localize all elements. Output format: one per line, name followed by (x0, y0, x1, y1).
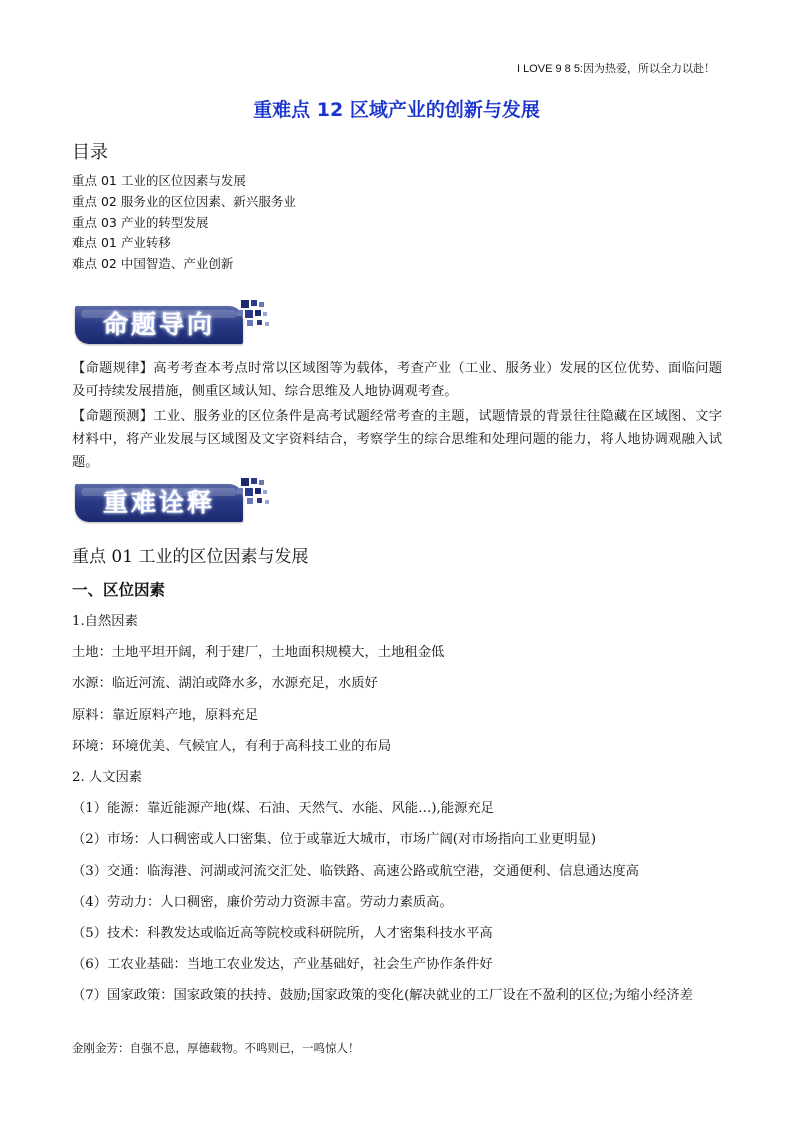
list-item: （7）国家政策：国家政策的扶持、鼓励;国家政策的变化(解决就业的工厂设在不盈利的区位;为缩小经济差 (72, 988, 693, 1004)
list-item: （1）能源：靠近能源产地(煤、石油、天然气、水能、风能…),能源充足 (72, 801, 494, 817)
factor-list (72, 606, 732, 1011)
list-item: 环境：环境优美、气候宜人，有利于高科技工业的布局 (72, 738, 392, 754)
list-item: （2）市场：人口稠密或人口密集、位于或靠近大城市，市场广阔(对市场指向工业更明显) (72, 832, 597, 848)
list-item: 水源：临近河流、湖泊或降水多，水源充足，水质好 (72, 676, 378, 692)
document-title: 重难点 12 区域产业的创新与发展 (253, 99, 540, 121)
toc-list (72, 171, 296, 275)
banner-guide (75, 298, 275, 350)
toc-item[interactable]: 重点 02 服务业的区位因素、新兴服务业 (72, 193, 296, 209)
guide-rule-text: 【命题规律】高考考查本考点时常以区域图等为载体，考查产业（工业、服务业）发展的区位优势、面临问题及可持续发展措施，侧重区域认知、综合思维及人地协调观考查。 (72, 361, 722, 399)
list-item: 土地：土地平坦开阔，利于建厂，土地面积规模大，土地租金低 (72, 645, 445, 661)
list-item: （6）工农业基础：当地工农业发达，产业基础好，社会生产协作条件好 (72, 957, 493, 973)
list-item: （4）劳动力：人口稠密，廉价劳动力资源丰富。劳动力素质高。 (72, 894, 453, 910)
toc-item[interactable]: 重点 01 工业的区位因素与发展 (72, 173, 246, 188)
pixel-squares-icon (235, 298, 271, 332)
banner-explain-label: 重难诠释 (102, 488, 215, 517)
guide-forecast-text: 【命题预测】工业、服务业的区位条件是高考试题经常考查的主题，试题情景的背景往往隐藏在区域图、文字材料中，将产业发展与区域图及文字资料结合，考察学生的综合思维和处理问题的能力，将人地协调观融入试题。 (72, 409, 722, 470)
banner-explain (75, 476, 275, 528)
section-point-title: 重点 01 工业的区位因素与发展 (72, 547, 309, 567)
list-item: （3）交通：临海港、河湖或河流交汇处、临铁路、高速公路或航空港，交通便利、信息通达度高 (72, 863, 639, 879)
toc-item[interactable]: 重点 03 产业的转型发展 (72, 214, 209, 230)
list-item: 2. 人文因素 (72, 769, 143, 785)
toc-heading: 目录 (72, 142, 108, 163)
banner-guide-label: 命题导向 (102, 310, 215, 339)
pixel-squares-icon (235, 476, 271, 510)
header-motto: I LOVE 9 8 5:因为热爱，所以全力以赴！ (516, 63, 715, 75)
footer-motto: 金刚金芳：自强不息，厚德载物。不鸣则已，一鸣惊人！ (72, 1041, 360, 1055)
toc-item[interactable]: 难点 02 中国智造、产业创新 (72, 256, 234, 272)
list-item: 原料：靠近原料产地，原料充足 (72, 707, 259, 723)
toc-item[interactable]: 难点 01 产业转移 (72, 235, 171, 251)
list-item: （5）技术：科教发达或临近高等院校或科研院所，人才密集科技水平高 (72, 925, 493, 941)
section-subtitle: 一、区位因素 (72, 581, 166, 599)
list-item: 1.自然因素 (72, 614, 138, 629)
